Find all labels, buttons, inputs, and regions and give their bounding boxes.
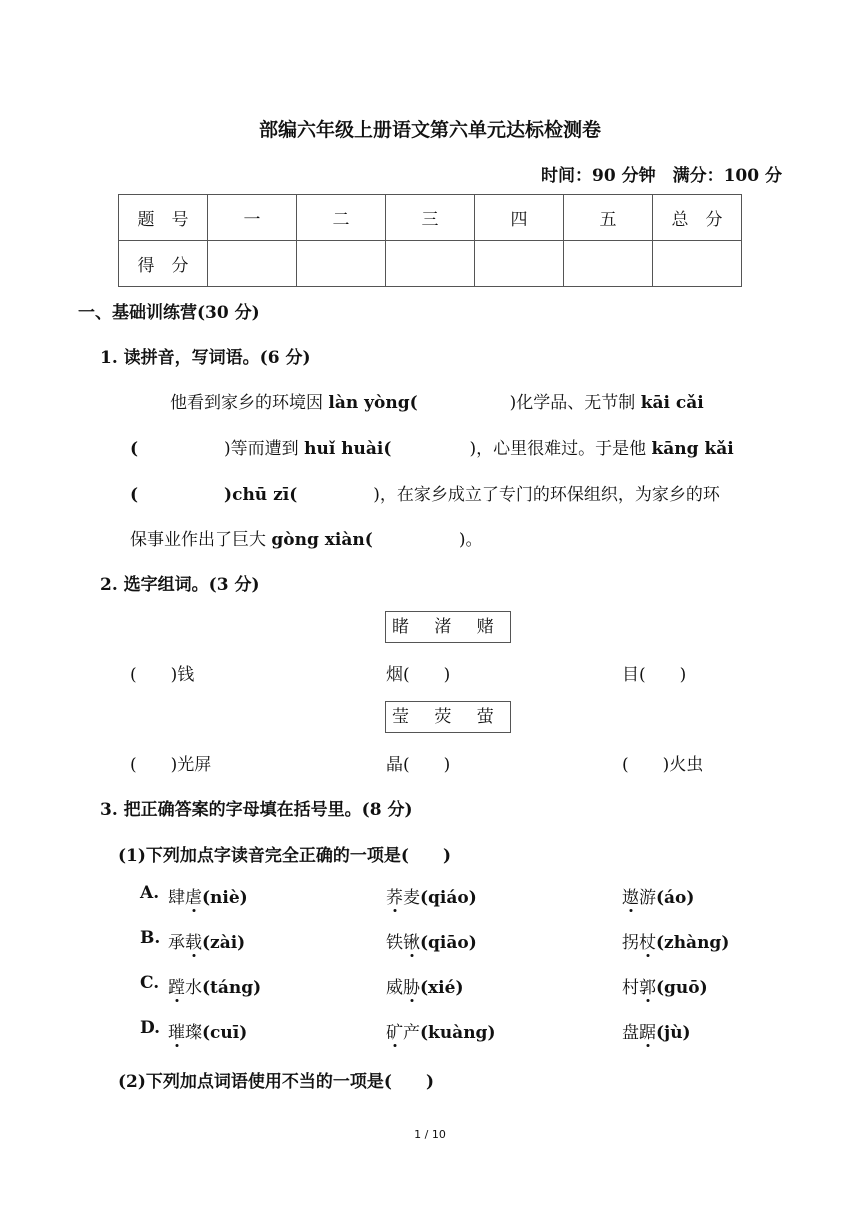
score-header-cell: 题 号: [119, 195, 208, 241]
option-label[interactable]: C.: [140, 973, 160, 993]
option-word: [386, 973, 464, 998]
word-char: 璨: [185, 1023, 202, 1043]
score-header-cell: 四: [475, 195, 564, 241]
q1-text: )，心里很难过。于是他: [469, 439, 647, 459]
dotted-char: 杖: [639, 933, 656, 953]
option-word: [622, 883, 694, 908]
fill-item[interactable]: ( )火虫: [622, 755, 704, 775]
q1-pinyin: huǐ huài(: [304, 439, 392, 459]
word-char: 肆: [168, 888, 185, 908]
word-char: 威: [386, 978, 403, 998]
option-label[interactable]: D.: [140, 1018, 161, 1038]
question-2-title: 2. 选字组词。(3 分): [100, 575, 260, 595]
pinyin: (kuàng): [420, 1023, 496, 1043]
word-char: 水: [185, 978, 202, 998]
question-1-title: 1. 读拼音，写词语。(6 分): [100, 348, 311, 368]
exam-meta: 时间：90 分钟 满分：100 分: [541, 166, 782, 186]
q1-text: 他看到家乡的环境因: [170, 393, 323, 413]
pinyin: (qiáo): [420, 888, 477, 908]
q1-text: )，在家乡成立了专门的环保组织，为家乡的环: [373, 485, 720, 505]
question-3-sub-1: (1)下列加点字读音完全正确的一项是( ): [118, 846, 452, 866]
score-table-score-row: [119, 241, 742, 287]
option-word: [386, 883, 477, 908]
q1-pinyin: kāi cǎi: [640, 393, 704, 413]
q1-text: )化学品、无节制: [509, 393, 636, 413]
pinyin: (zài): [202, 933, 246, 953]
q1-paren: (: [130, 439, 139, 459]
pinyin: (cuī): [202, 1023, 248, 1043]
q1-paren: (: [130, 485, 139, 505]
q1-pinyin: kāng kǎi: [651, 439, 734, 459]
page-number: 1 / 10: [414, 1128, 446, 1141]
word-char: 盘: [622, 1023, 639, 1043]
dotted-char: 郭: [639, 978, 656, 998]
char-choice-box: 莹 荧 萤: [385, 701, 511, 733]
score-cell[interactable]: [564, 241, 653, 287]
word-char: 产: [403, 1023, 420, 1043]
dotted-char: 胁: [403, 978, 420, 998]
pinyin: (qiāo): [420, 933, 477, 953]
option-word: [168, 883, 248, 908]
pinyin: (áo): [656, 888, 695, 908]
q1-pinyin: gòng xiàn(: [271, 530, 373, 550]
score-header-cell: 三: [386, 195, 475, 241]
pinyin: (zhàng): [656, 933, 730, 953]
option-word: [622, 928, 729, 953]
score-header-cell: 五: [564, 195, 653, 241]
word-char: 承: [168, 933, 185, 953]
option-word: [386, 928, 477, 953]
pinyin: (táng): [202, 978, 262, 998]
score-cell[interactable]: [475, 241, 564, 287]
score-table-header-row: [119, 195, 742, 241]
fill-item[interactable]: ( )钱: [130, 665, 195, 685]
word-char: 游: [639, 888, 656, 908]
q1-line-2: [130, 434, 734, 459]
score-table: [118, 194, 742, 287]
q1-pinyin: làn yòng(: [328, 393, 418, 413]
dotted-char: 璀: [168, 1023, 185, 1043]
section-heading: 一、基础训练营(30 分): [78, 303, 260, 323]
word-char: 村: [622, 978, 639, 998]
option-word: [622, 1018, 691, 1043]
q1-text: 保事业作出了巨大: [130, 530, 266, 550]
dotted-char: 荞: [386, 888, 403, 908]
question-3-title: 3. 把正确答案的字母填在括号里。(8 分): [100, 800, 413, 820]
q1-text: )。: [458, 530, 483, 550]
score-header-cell: 二: [297, 195, 386, 241]
score-row-label: 得 分: [119, 241, 208, 287]
q1-line-4: [130, 525, 482, 550]
fill-item[interactable]: 晶( ): [386, 755, 451, 775]
fill-item[interactable]: 烟( ): [386, 665, 451, 685]
option-label[interactable]: B.: [140, 928, 161, 948]
q1-line-1: [170, 388, 704, 413]
pinyin: (niè): [202, 888, 248, 908]
option-word: [622, 973, 708, 998]
option-word: [168, 973, 261, 998]
score-cell[interactable]: [297, 241, 386, 287]
q1-text: )等而遭到: [224, 439, 299, 459]
fill-item[interactable]: 目( ): [622, 665, 687, 685]
word-char: 麦: [403, 888, 420, 908]
page-title: 部编六年级上册语文第六单元达标检测卷: [258, 119, 601, 141]
dotted-char: 踞: [639, 1023, 656, 1043]
fill-item[interactable]: ( )光屏: [130, 755, 212, 775]
option-word: [168, 928, 245, 953]
char-choice-box: 睹 渚 赌: [385, 611, 511, 643]
question-3-sub-2: (2)下列加点词语使用不当的一项是( ): [118, 1072, 435, 1092]
word-char: 铁: [386, 933, 403, 953]
pinyin: (jù): [656, 1023, 691, 1043]
q1-line-3: [130, 480, 720, 505]
option-word: [386, 1018, 496, 1043]
dotted-char: 锹: [403, 933, 420, 953]
option-label[interactable]: A.: [140, 883, 160, 903]
dotted-char: 蹚: [168, 978, 185, 998]
dotted-char: 遨: [622, 888, 639, 908]
q1-pinyin: )chū zī(: [224, 485, 298, 505]
score-cell[interactable]: [386, 241, 475, 287]
score-header-cell: 总 分: [653, 195, 742, 241]
option-word: [168, 1018, 247, 1043]
pinyin: (guō): [656, 978, 708, 998]
word-char: 拐: [622, 933, 639, 953]
dotted-char: 虐: [185, 888, 202, 908]
score-cell[interactable]: [208, 241, 297, 287]
pinyin: (xié): [420, 978, 464, 998]
dotted-char: 载: [185, 933, 202, 953]
score-cell[interactable]: [653, 241, 742, 287]
dotted-char: 矿: [386, 1023, 403, 1043]
score-header-cell: 一: [208, 195, 297, 241]
